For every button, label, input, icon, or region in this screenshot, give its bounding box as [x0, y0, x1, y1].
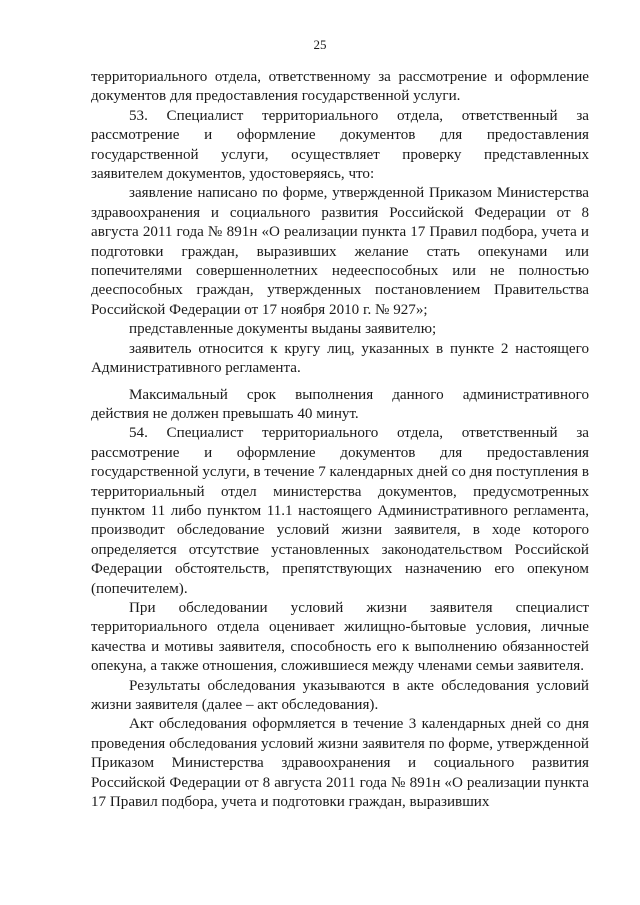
- paragraph: 53. Специалист территориального отдела, ответственный за рассмотрение и оформление документов для предоставления государственной услуги, осуществляет проверку представленных заявителем документов, удостоверяясь, что:: [91, 107, 589, 183]
- paragraph: заявление написано по форме, утвержденной Приказом Министерства здравоохранения и социального развития Российской Федерации от 8 августа 2011 года № 891н «О реализации пункта 17 Правил подбора, учета и подготовки граждан, выразивших желание стать опекунами или попечителями совершеннолетних недееспособных или не полностью дееспособных граждан, утвержденных постановлением Правительства Российской Федерации от 17 ноября 2010 г. № 927»;: [91, 185, 589, 318]
- paragraph: представленные документы выданы заявителю;: [129, 321, 437, 338]
- page-number: 25: [313, 37, 327, 52]
- paragraph: территориального отдела, ответственному за рассмотрение и оформление документов для предоставления государственной услуги.: [91, 69, 589, 105]
- paragraph: Акт обследования оформляется в течение 3 календарных дней со дня проведения обследования условий жизни заявителя по форме, утвержденной Приказом Министерства здравоохранения и социального развития Российской Федерации от 8 августа 2011 года № 891н «О реализации пункта 17 Правил подбора, учета и подготовки граждан, выразивших: [91, 716, 589, 811]
- document-body: [91, 68, 589, 812]
- paragraph: Максимальный срок выполнения данного административного действия не должен превышать 40 минут.: [91, 386, 589, 422]
- paragraph: 54. Специалист территориального отдела, ответственный за рассмотрение и оформление документов для предоставления государственной услуги, в течение 7 календарных дней со дня поступления в территориальный отдел министерства документов, предусмотренных пунктом 11 либо пунктом 11.1 настоящего Административного регламента, производит обследование условий жизни заявителя, в ходе которого определяется отсутствие установленных законодательством Российской Федерации обстоятельств, препятствующих назначению его опекуном (попечителем).: [91, 425, 590, 597]
- paragraph: Результаты обследования указываются в акте обследования условий жизни заявителя (далее – акт обследования).: [91, 677, 589, 713]
- paragraph: При обследовании условий жизни заявителя специалист территориального отдела оценивает жилищно-бытовые условия, личные качества и мотивы заявителя, способность его к выполнению обязанностей опекуна, а также отношения, сложившиеся между членами семьи заявителя.: [91, 599, 589, 675]
- paragraph: заявитель относится к кругу лиц, указанных в пункте 2 настоящего Административного регламента.: [91, 340, 589, 377]
